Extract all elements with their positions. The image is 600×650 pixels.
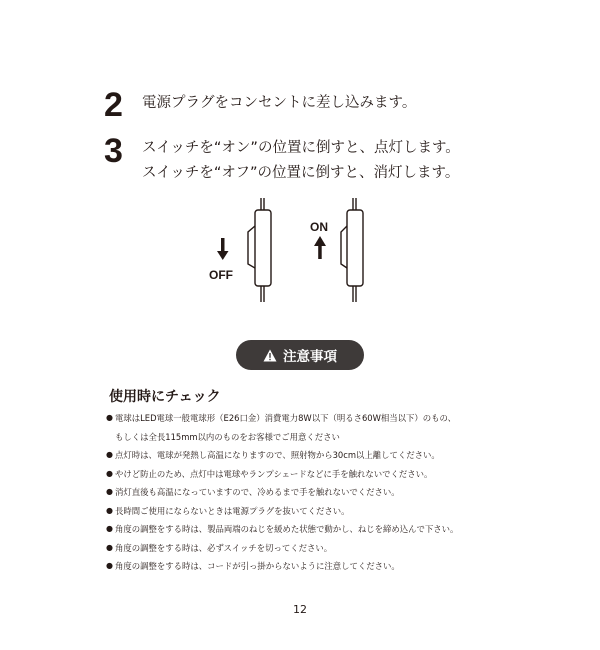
switch-drawing [205, 198, 375, 308]
on-label: ON [310, 220, 328, 234]
step-instructions [142, 136, 460, 186]
caution-badge [236, 340, 364, 370]
list-item-text: 電球はLED電球一般電球形（E26口金）消費電力8W以下（明るさ60W相当以下）のもの、 [115, 413, 456, 423]
check-list [106, 409, 496, 576]
switch-illustration [205, 198, 375, 308]
list-item [106, 483, 496, 502]
bullet: ● [106, 487, 113, 496]
step-instruction-line: 電源プラグをコンセントに差し込みます。 [142, 95, 417, 111]
down-arrow-icon [217, 238, 229, 260]
list-item [106, 446, 496, 465]
step-instruction-line: スイッチを“オン”の位置に倒すと、点灯します。 [142, 140, 460, 156]
list-item [106, 502, 496, 521]
bullet: ● [106, 561, 113, 570]
bullet: ● [106, 468, 113, 478]
step-number: 2 [104, 86, 123, 124]
step-number: 3 [104, 132, 123, 170]
bullet: ● [106, 524, 113, 533]
step-instruction-line: スイッチを“オフ”の位置に倒すと、消灯します。 [142, 165, 460, 181]
list-item [106, 428, 496, 447]
list-item-text: 消灯直後も高温になっていますので、冷めるまで手を触れないでください。 [115, 487, 400, 497]
bullet: ● [106, 450, 113, 459]
switch-off-drawing [248, 198, 271, 302]
list-item-text: もしくは全長115mm以内のものをお客様でご用意ください [115, 431, 340, 442]
step-instructions [142, 91, 416, 116]
page-number: 12 [293, 603, 307, 616]
list-item [106, 409, 496, 428]
list-item [106, 539, 496, 558]
list-item [106, 465, 496, 484]
bullet: ● [106, 413, 113, 422]
bullet: ● [106, 542, 113, 552]
check-heading: 使用時にチェック [109, 389, 221, 405]
up-arrow-icon [314, 236, 326, 259]
bullet: ● [106, 505, 113, 515]
caution-label: 注意事項 [283, 349, 337, 365]
switch-on-drawing [341, 198, 363, 302]
list-item [106, 557, 496, 576]
list-item-text: 角度の調整をする時は、製品両端のねじを緩めた状態で動かし、ねじを締め込んで下さい。 [115, 524, 459, 534]
list-item-text: 長時間ご使用にならないときは電源プラグを抜いてください。 [115, 505, 350, 516]
off-label: OFF [209, 268, 233, 282]
list-item [106, 520, 496, 539]
list-item-text: 角度の調整をする時は、コードが引っ掛からないように注意してください。 [115, 561, 400, 571]
list-item-text: やけど防止のため、点灯中は電球やランプシェードなどに手を触れないでください。 [115, 468, 433, 479]
warning-triangle-icon [263, 349, 277, 362]
list-item-text: 角度の調整をする時は、必ずスイッチを切ってください。 [115, 542, 333, 553]
list-item-text: 点灯時は、電球が発熱し高温になりますので、照射物から30cm以上離してください。 [115, 450, 440, 460]
